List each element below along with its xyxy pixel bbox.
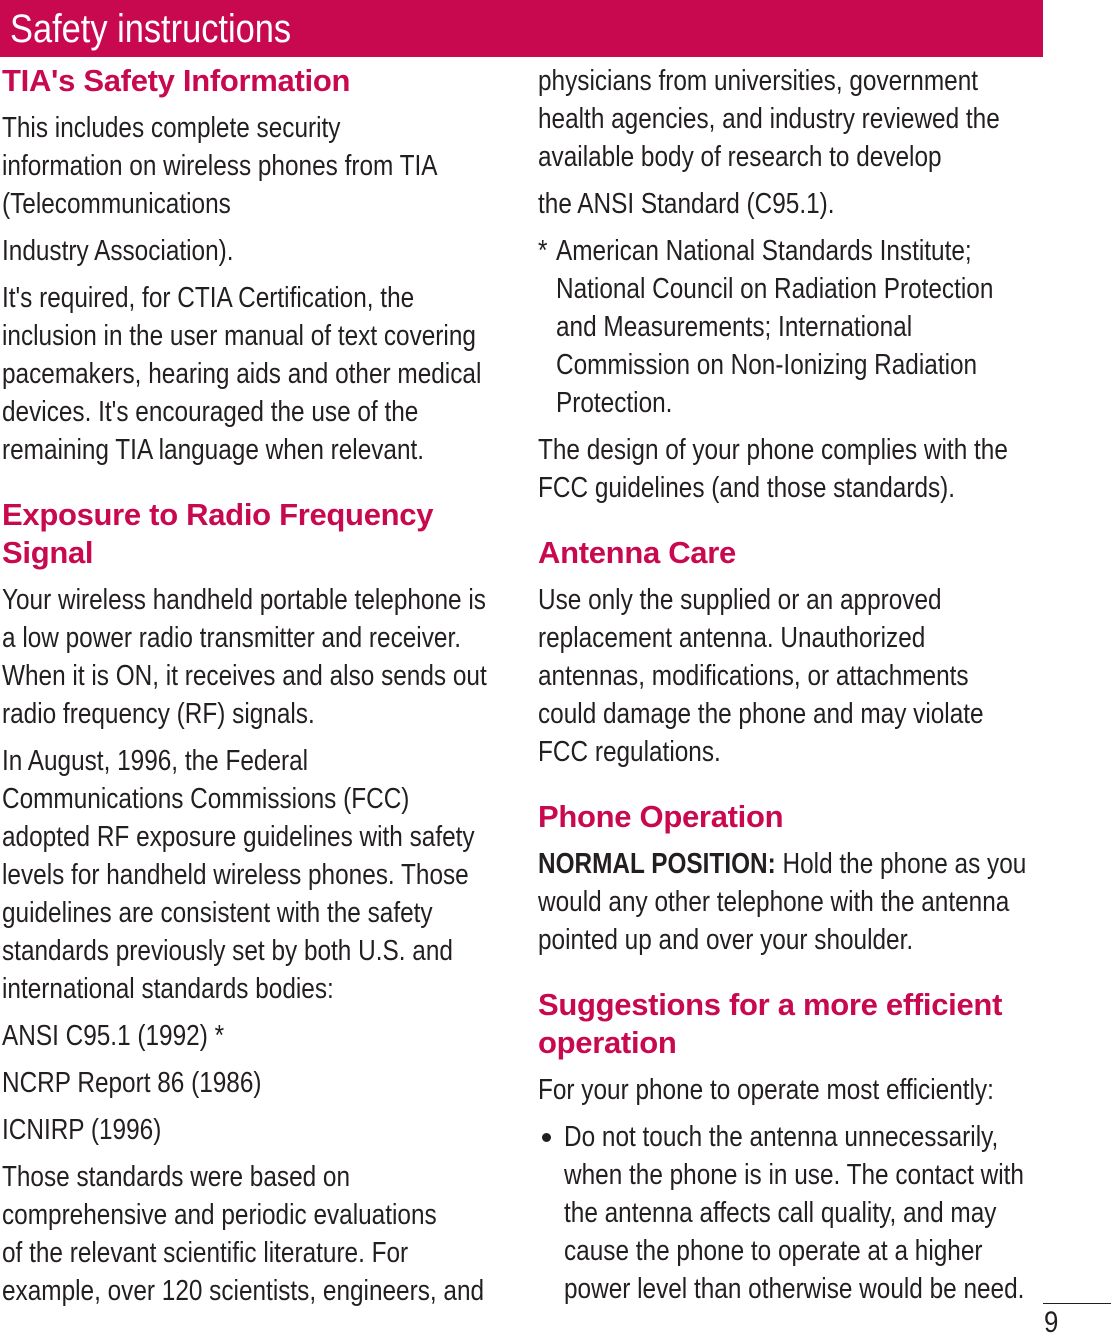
header-bar: [0, 0, 1043, 57]
text-line: when the phone is in use. The contact with: [564, 1159, 1024, 1191]
text-line: antennas, modifications, or attachments: [538, 660, 969, 692]
ansi-standard-line: the ANSI Standard (C95.1).: [538, 188, 835, 220]
text-line: National Council on Radiation Protection: [556, 273, 994, 305]
text-line: inclusion in the user manual of text covering: [2, 320, 476, 352]
normal-position-label: NORMAL POSITION:: [538, 848, 776, 880]
phone-operation-heading: Phone Operation: [538, 799, 784, 834]
text-line: standards previously set by both U.S. and: [2, 935, 453, 967]
text-line: physicians from universities, government: [538, 65, 979, 97]
right-column: [538, 62, 1043, 1308]
text-line: This includes complete security: [2, 112, 341, 144]
text-line: international standards bodies:: [2, 973, 334, 1005]
text-line: example, over 120 scientists, engineers, and: [2, 1275, 485, 1307]
text-line: radio frequency (RF) signals.: [2, 698, 315, 730]
heading-line: Suggestions for a more efficient: [538, 987, 1003, 1022]
text-line: power level than otherwise would be need.: [564, 1273, 1025, 1305]
rf-paragraph-3: [2, 1158, 502, 1310]
text-line: levels for handheld wireless phones. Those: [2, 859, 469, 891]
asterisk-mark: *: [538, 235, 548, 267]
normal-position-paragraph: [538, 845, 1043, 959]
text-line: It's required, for CTIA Certification, the: [2, 282, 415, 314]
text-line: and Measurements; International: [556, 311, 913, 343]
footer-rule: [1043, 1303, 1111, 1304]
text-line: Communications Commissions (FCC): [2, 783, 410, 815]
continued-paragraph: [538, 62, 1043, 176]
text-line: The design of your phone complies with the: [538, 434, 1008, 466]
footnote: [538, 232, 1043, 422]
text-line: Use only the supplied or an approved: [538, 584, 942, 616]
text-line: available body of research to develop: [538, 141, 942, 173]
text-line: Commission on Non-Ionizing Radiation: [556, 349, 978, 381]
text-line: Your wireless handheld portable telephone is: [2, 584, 486, 616]
text-line: devices. It's encouraged the use of the: [2, 396, 419, 428]
text-line: cause the phone to operate at a higher: [564, 1235, 983, 1267]
antenna-heading: Antenna Care: [538, 535, 736, 570]
text-line: could damage the phone and may violate: [538, 698, 984, 730]
text-line: Do not touch the antenna unnecessarily,: [564, 1121, 999, 1153]
text-line: Protection.: [556, 387, 673, 419]
bullet-text: [564, 1118, 1111, 1308]
tia-paragraph-1: [2, 109, 502, 223]
text-line: When it is ON, it receives and also sends out: [2, 660, 487, 692]
normal-position-text: Hold the phone as you: [775, 848, 1027, 880]
text-line: information on wireless phones from TIA: [2, 150, 438, 182]
rf-paragraph-2: [2, 742, 502, 1008]
design-paragraph: [538, 431, 1043, 507]
tia-paragraph-3: [2, 279, 502, 469]
footnote-text: [556, 232, 1077, 422]
tia-heading: TIA's Safety Information: [2, 63, 351, 98]
text-line: would any other telephone with the antenna: [538, 886, 1010, 918]
text-line: pointed up and over your shoulder.: [538, 924, 914, 956]
text-line: health agencies, and industry reviewed the: [538, 103, 1000, 135]
rf-heading: [2, 496, 502, 572]
tia-paragraph-2: Industry Association).: [2, 235, 234, 267]
text-line: adopted RF exposure guidelines with safety: [2, 821, 475, 853]
text-line: [538, 845, 1043, 883]
standard-ncrp: NCRP Report 86 (1986): [2, 1067, 262, 1099]
text-line: FCC guidelines (and those standards).: [538, 472, 956, 504]
text-line: pacemakers, hearing aids and other medical: [2, 358, 482, 390]
text-line: American National Standards Institute;: [556, 235, 972, 267]
text-line: a low power radio transmitter and receiver.: [2, 622, 461, 654]
page-title: Safety instructions: [10, 7, 292, 51]
heading-line: operation: [538, 1025, 677, 1060]
text-line: Those standards were based on: [2, 1161, 351, 1193]
text-line: FCC regulations.: [538, 736, 721, 768]
rf-paragraph-1: [2, 581, 502, 733]
text-line: the antenna affects call quality, and may: [564, 1197, 997, 1229]
standard-ansi: ANSI C95.1 (1992) *: [2, 1020, 225, 1052]
text-line: replacement antenna. Unauthorized: [538, 622, 926, 654]
text-line: guidelines are consistent with the safety: [2, 897, 433, 929]
text-line: (Telecommunications: [2, 188, 231, 220]
left-column: [2, 62, 502, 1310]
heading-line: Signal: [2, 535, 94, 570]
suggestions-intro: For your phone to operate most efficiently:: [538, 1074, 994, 1106]
standard-icnirp: ICNIRP (1996): [2, 1114, 162, 1146]
bullet-item: [538, 1118, 1043, 1308]
antenna-paragraph: [538, 581, 1043, 771]
suggestions-heading: [538, 986, 1043, 1062]
page-number: 9: [1044, 1306, 1059, 1339]
text-line: of the relevant scientific literature. For: [2, 1237, 409, 1269]
text-line: remaining TIA language when relevant.: [2, 434, 425, 466]
text-line: In August, 1996, the Federal: [2, 745, 309, 777]
heading-line: Exposure to Radio Frequency: [2, 497, 434, 532]
bullet-dot-icon: [542, 1133, 551, 1142]
text-line: comprehensive and periodic evaluations: [2, 1199, 437, 1231]
